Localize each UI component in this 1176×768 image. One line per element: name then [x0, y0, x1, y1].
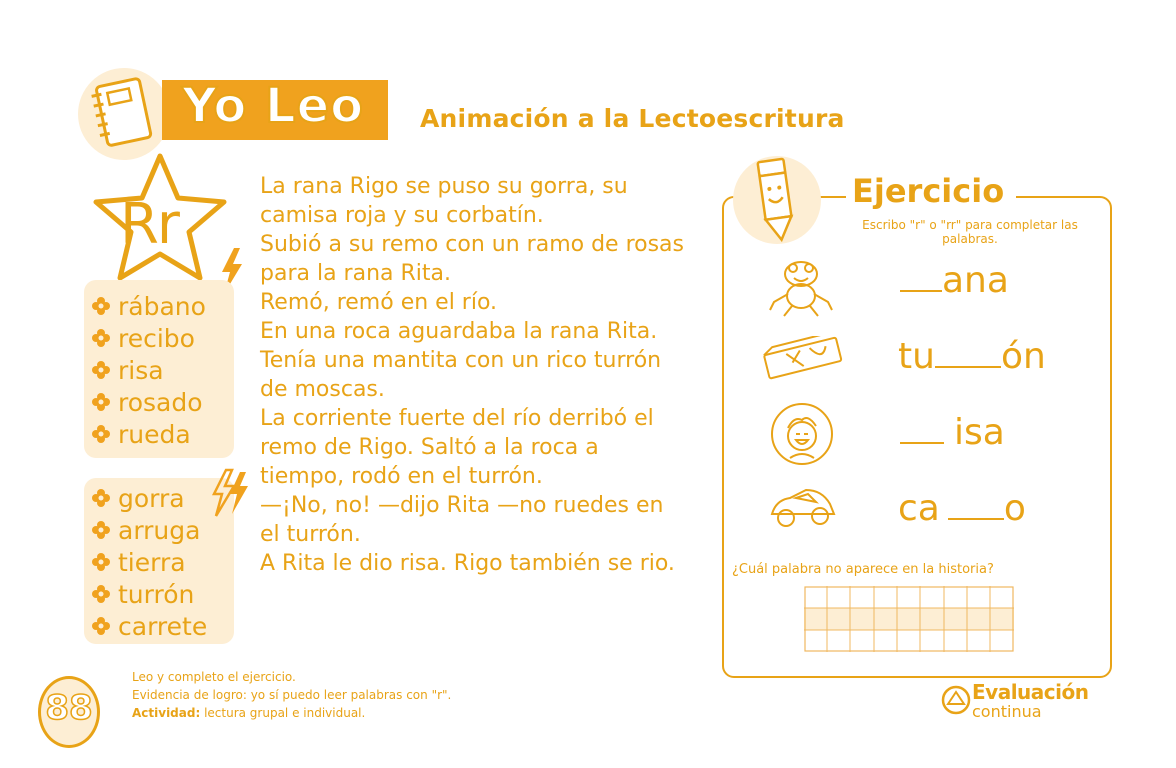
page-title: Yo Leo [182, 78, 365, 134]
word: turrón [118, 579, 195, 609]
pencil-icon [733, 156, 821, 244]
exercise-word-4 [898, 488, 1026, 529]
word: arruga [118, 515, 201, 545]
footer-line: Evidencia de logro: yo sí puedo leer palabras con "r". [132, 688, 452, 702]
frog-icon [766, 256, 836, 320]
answer-blank[interactable] [900, 260, 942, 292]
story-line: En una roca aguardaba la rana Rita. [260, 319, 658, 344]
word-ending: ana [942, 260, 1009, 301]
footer-notes [132, 668, 451, 722]
word: risa [118, 355, 164, 385]
answer-blank[interactable] [948, 488, 1004, 520]
flower-bullet-icon [92, 393, 110, 411]
footer-line: Leo y completo el ejercicio. [132, 670, 296, 684]
word-list-2 [92, 482, 207, 642]
list-item [92, 482, 207, 514]
word: recibo [118, 323, 195, 353]
word-list-1 [92, 290, 206, 450]
question-text: ¿Cuál palabra no aparece en la historia? [732, 562, 994, 577]
word: gorra [118, 483, 185, 513]
flower-bullet-icon [92, 361, 110, 379]
flower-bullet-icon [92, 489, 110, 507]
evaluation-logo-icon [940, 684, 972, 716]
story-line: —¡No, no! —dijo Rita —no ruedes en [260, 493, 664, 518]
story-line: tiempo, rodó en el turrón. [260, 464, 543, 489]
word: rueda [118, 419, 191, 449]
flower-bullet-icon [92, 585, 110, 603]
word: rábano [118, 291, 206, 321]
exercise-word-1 [900, 260, 1009, 301]
exercise-instruction: Escribo "r" o "rr" para completar las palabras. [862, 218, 1078, 246]
list-item [92, 418, 206, 450]
word-ending: ón [1000, 336, 1046, 377]
story-line: el turrón. [260, 522, 361, 547]
list-item [92, 610, 207, 642]
word-beginning: tu [898, 336, 935, 377]
story-line: La rana Rigo se puso su gorra, su [260, 174, 628, 199]
pencil-badge [733, 156, 821, 244]
list-item [92, 578, 207, 610]
notebook-icon [78, 68, 170, 160]
answer-blank[interactable] [935, 336, 1001, 368]
flower-bullet-icon [92, 297, 110, 315]
word: tierra [118, 547, 186, 577]
word-ending: o [1003, 488, 1026, 529]
flower-bullet-icon [92, 521, 110, 539]
exercise-title: Ejercicio [852, 172, 1005, 210]
list-item [92, 514, 207, 546]
footer-label: Actividad: [132, 706, 201, 720]
candy-bar-icon [762, 336, 844, 382]
word: carrete [118, 611, 208, 641]
answer-grid[interactable] [804, 586, 1014, 652]
footer-text: lectura grupal e individual. [200, 706, 366, 720]
story-line: remo de Rigo. Saltó a la roca a [260, 435, 599, 460]
list-item [92, 546, 207, 578]
list-item [92, 322, 206, 354]
story-line: Tenía una mantita con un rico turrón [260, 348, 662, 373]
flower-bullet-icon [92, 329, 110, 347]
word-beginning: ca [898, 488, 940, 529]
story-line: camisa roja y su corbatín. [260, 203, 544, 228]
story-line: Subió a su remo con un ramo de rosas [260, 232, 684, 257]
list-item [92, 290, 206, 322]
story-line: A Rita le dio risa. Rigo también se rio. [260, 551, 675, 576]
list-item [92, 386, 206, 418]
evaluation-label: Evaluación [972, 680, 1089, 704]
featured-letter: Rr [120, 192, 178, 257]
flower-bullet-icon [92, 553, 110, 571]
lightning-icon [210, 468, 250, 520]
page-number: 88 [45, 688, 93, 728]
footer-line [132, 704, 451, 722]
laughing-boy-icon [770, 402, 834, 466]
exercise-word-3 [900, 412, 1005, 453]
answer-blank[interactable] [900, 412, 944, 444]
page-subtitle: Animación a la Lectoescritura [420, 104, 845, 133]
evaluation-sublabel: continua [972, 702, 1042, 721]
story-line: para la rana Rita. [260, 261, 451, 286]
flower-bullet-icon [92, 617, 110, 635]
story-line: La corriente fuerte del río derribó el [260, 406, 654, 431]
exercise-word-2 [898, 336, 1046, 377]
story-text [260, 172, 720, 578]
flower-bullet-icon [92, 425, 110, 443]
story-line: Remó, remó en el río. [260, 290, 498, 315]
word-ending: isa [954, 412, 1005, 453]
notebook-badge [78, 68, 170, 160]
car-icon [766, 484, 838, 532]
story-line: de moscas. [260, 377, 385, 402]
list-item [92, 354, 206, 386]
word: rosado [118, 387, 203, 417]
